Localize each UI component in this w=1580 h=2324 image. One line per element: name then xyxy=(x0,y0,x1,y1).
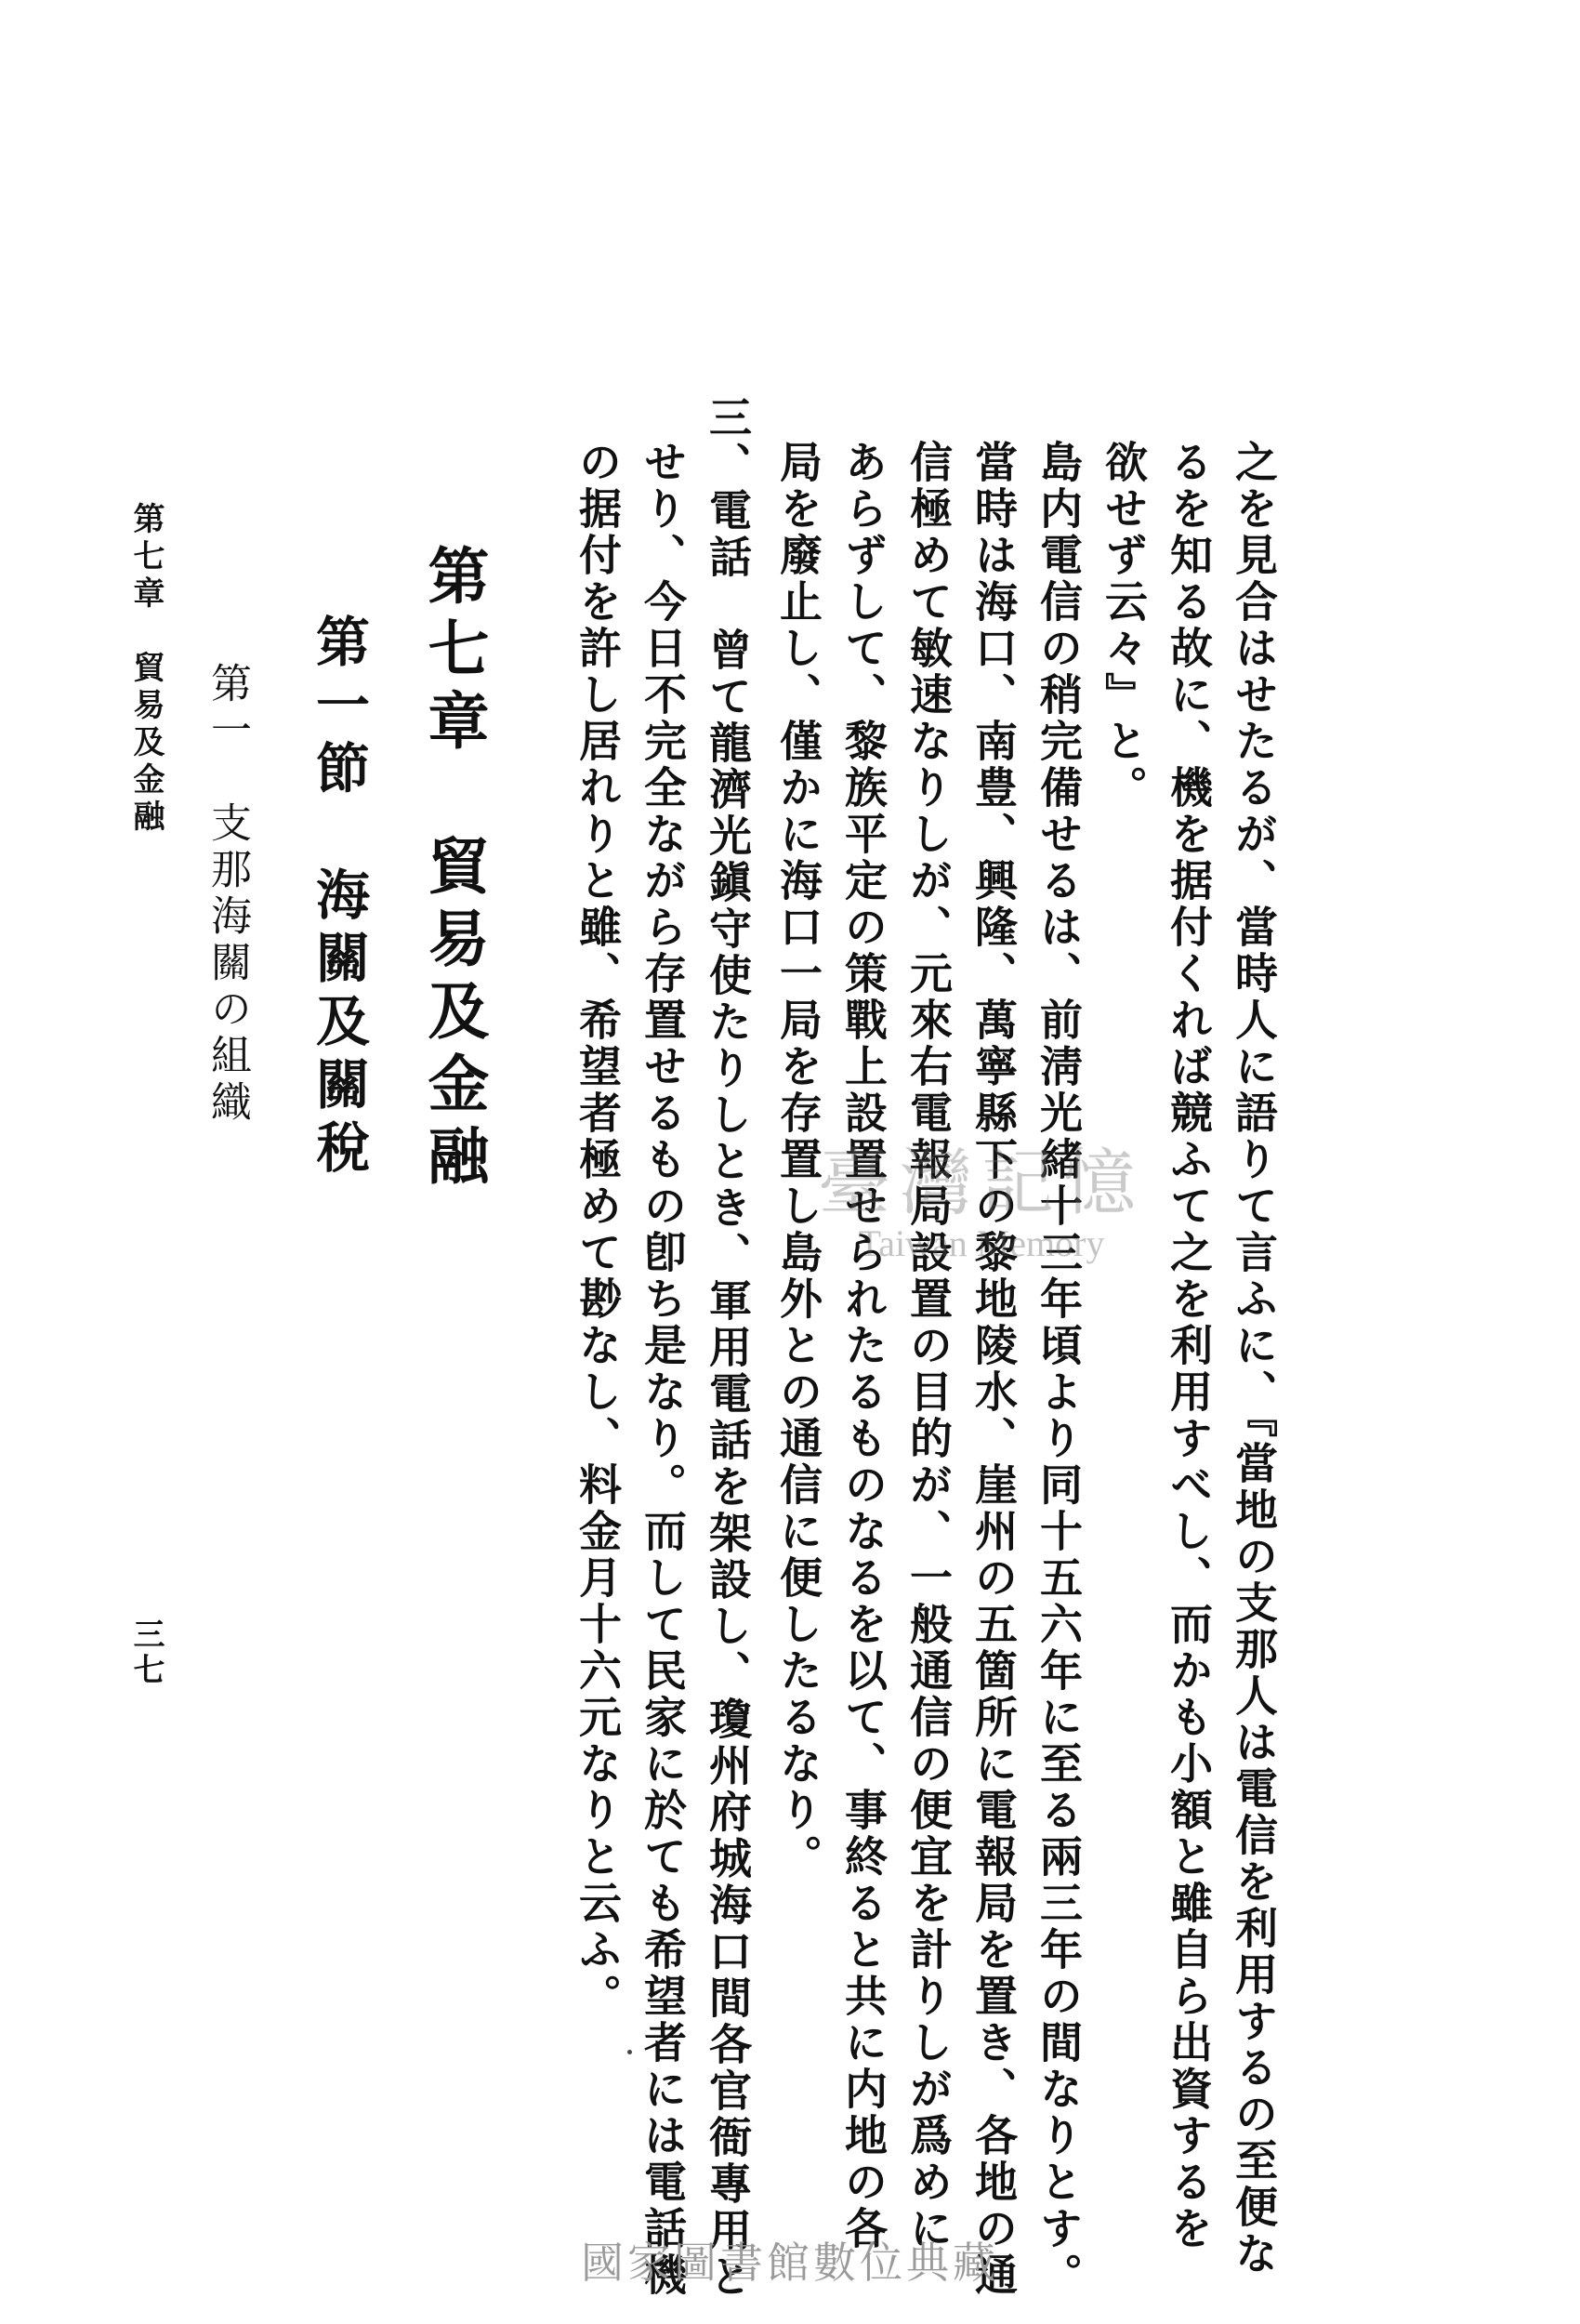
body-column-11: の据付を許し居れりと雖、希望者極めて尠なし、料金月十六元なりと云ふ。 xyxy=(573,440,623,2020)
page-number: 三七 xyxy=(127,1618,165,1688)
chapter-title: 第七章 貿易及金融 xyxy=(417,544,490,1196)
print-speck xyxy=(627,2050,632,2054)
section-title: 第一節 海關及關稅 xyxy=(307,614,370,1182)
watermark-chinese-text: 臺灣記憶 xyxy=(818,1142,1146,1225)
body-column-9: 三、電話 曾て龍濟光鎭守使たりしとき、軍用電話を架設し、瓊州府城海口間各官衙專用と xyxy=(703,395,753,2301)
watermark-english-text: Taiwan Memory xyxy=(858,1222,1105,1264)
body-column-6: 信極めて敏速なりしが、元來右電報局設置の目的が、一般通信の便宜を計りしが爲めに xyxy=(903,440,954,2252)
body-column-3: 欲せず云々』と。 xyxy=(1099,440,1149,812)
body-column-1: 之を見合はせたるが、當時人に語りて言ふに、『當地の支那人は電信を利用するの至便な xyxy=(1229,440,1279,2278)
body-column-10: せり、今日不完全ながら存置せるもの卽ち是なり。而して民家に於ても希望者には電話機 xyxy=(638,440,688,2299)
body-column-4: 島内電信の稍完備せるは、前淸光緒十三年頃より同十五六年に至る兩三年の間なりとす。 xyxy=(1034,440,1084,2299)
footer-collection-mark: 國家圖書館數位典藏 xyxy=(581,2238,999,2288)
body-column-7: あらずして、黎族平定の策戰上設置せられたるものなるを以て、事終ると共に内地の各 xyxy=(838,440,889,2252)
running-head: 第七章 貿易及金融 xyxy=(127,502,165,837)
subsection-title: 第一 支那海關の組織 xyxy=(204,662,251,1127)
body-column-5: 當時は海口、南豊、興隆、萬寧縣下の黎地陵水、崖州の五箇所に電報局を置き、各地の通 xyxy=(968,440,1019,2299)
body-column-8: 局を廢止し、僅かに海口一局を存置し島外との通信に便したるなり。 xyxy=(773,440,823,1881)
body-column-2: るを知る故に、機を据付くれば競ふて之を利用すべし、而かも小額と雖自ら出資するを xyxy=(1164,440,1214,2252)
